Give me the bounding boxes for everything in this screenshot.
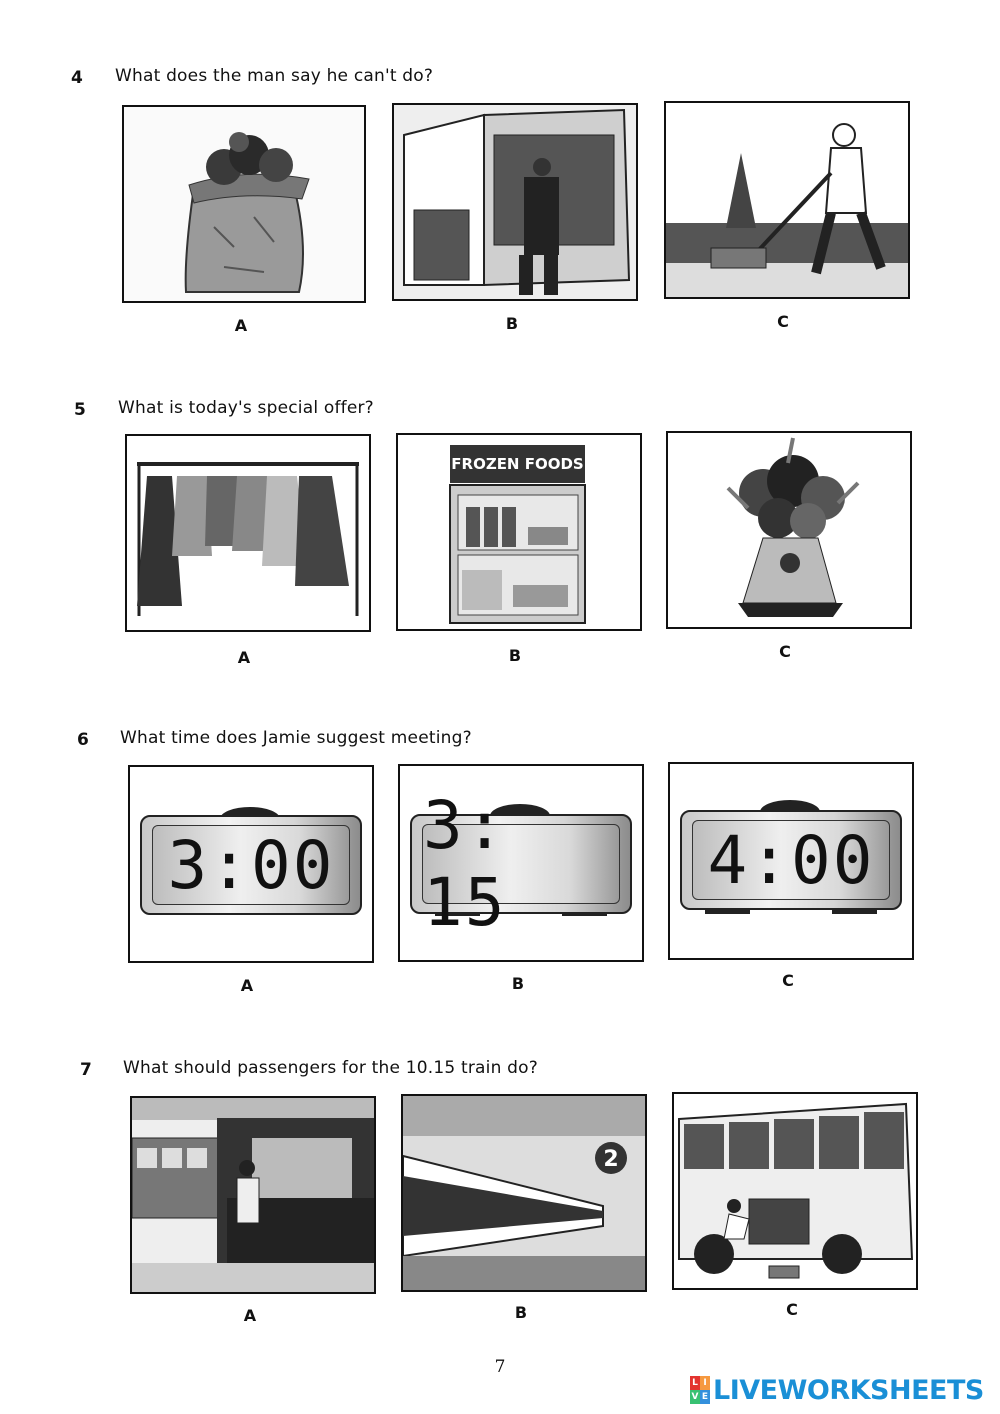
ticket-office-icon [132,1098,374,1292]
man-mowing-lawn-icon [666,103,908,297]
question-text: What should passengers for the 10.15 train do? [123,1058,538,1078]
option-6c-image[interactable] [668,762,914,960]
platform-number: 2 [603,1147,619,1172]
question-number: 7 [80,1060,92,1080]
dresses-on-rail-icon [127,436,369,630]
option-label: B [511,974,525,993]
page-number: 7 [494,1357,506,1377]
option-label: C [777,312,789,331]
question-text: What time does Jamie suggest meeting? [120,728,472,748]
option-5c-image[interactable] [666,431,912,629]
liveworksheets-mark-icon [690,1376,710,1404]
liveworksheets-logo[interactable] [690,1374,984,1406]
logo-text: LIVEWORKSHEETS [713,1374,984,1406]
option-5b-image[interactable] [396,433,642,631]
option-6b-image[interactable] [398,764,644,962]
option-label: B [514,1303,528,1322]
logo-letter: V [691,1392,699,1402]
option-label: B [505,314,519,333]
option-label: C [782,971,794,990]
clock-time: 3:00 [152,825,350,905]
option-4a-image[interactable] [122,105,366,303]
question-number: 6 [77,730,89,750]
question-text: What is today's special offer? [118,398,374,418]
flower-bouquet-icon [668,433,910,627]
man-loading-van-icon [394,105,636,299]
question-number: 4 [71,68,83,88]
logo-letter: L [690,1376,700,1390]
option-4c-image[interactable] [664,101,910,299]
question-text: What does the man say he can't do? [115,66,434,86]
clock-time: 4:00 [692,820,890,900]
option-label: A [240,976,254,995]
option-label: A [234,316,248,335]
option-5a-image[interactable] [125,434,371,632]
option-7a-image[interactable] [130,1096,376,1294]
bus-luggage-icon [674,1094,916,1288]
option-label: C [779,642,791,661]
train-platform-icon [403,1096,645,1290]
garden-waste-bag-icon [124,107,364,301]
logo-letter: I [700,1376,710,1390]
frozen-foods-sign: FROZEN FOODS [450,445,585,483]
clock-time: 3: 15 [422,824,620,904]
option-label: A [237,648,251,667]
clock-display [410,787,632,941]
logo-letter: E [701,1392,709,1402]
option-label: B [508,646,522,665]
option-7c-image[interactable] [672,1092,918,1290]
clock-display [680,810,902,910]
option-label: C [786,1300,798,1319]
option-7b-image[interactable] [401,1094,647,1292]
option-4b-image[interactable] [392,103,638,301]
question-number: 5 [74,400,86,420]
clock-display [140,815,362,915]
option-label: A [243,1306,257,1325]
option-6a-image[interactable] [128,765,374,963]
